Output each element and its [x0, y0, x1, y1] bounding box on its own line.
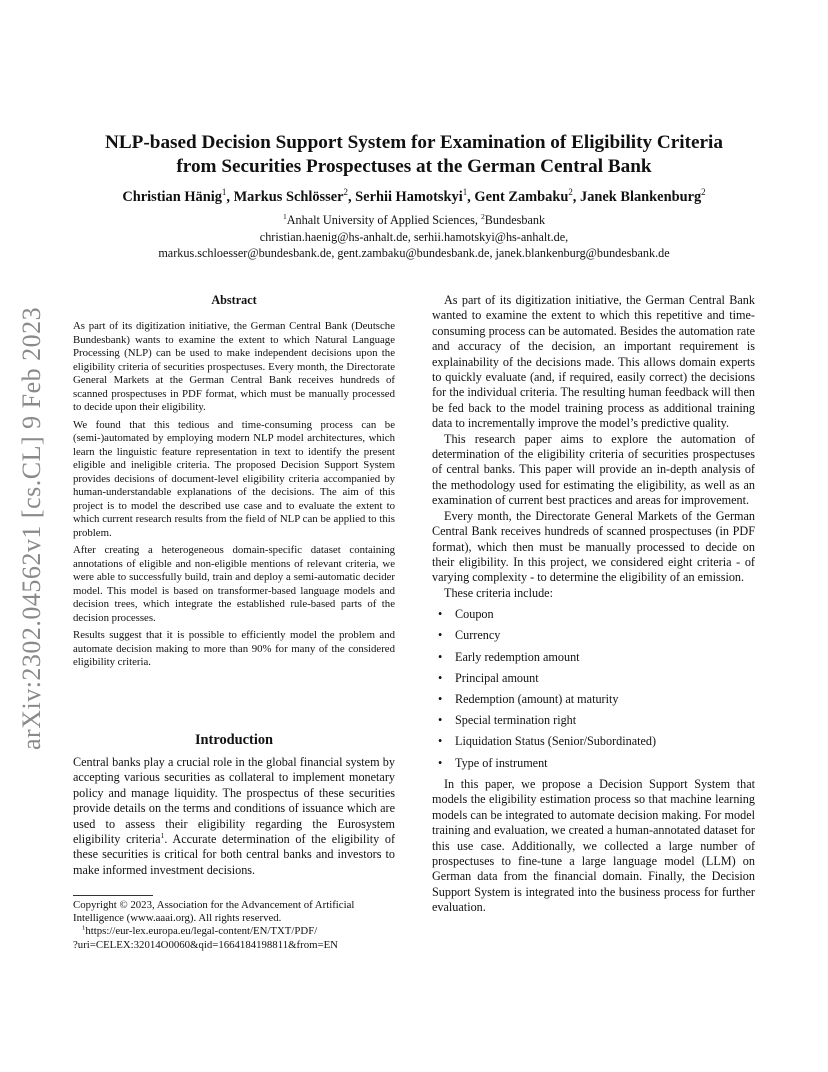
footnote-1 [73, 925, 395, 938]
abstract-paragraph: We found that this tedious and time-consuming process can be (semi-)automated by employing modern NLP model architectures, which learn the linguistic feature representation in text to identify the present eligible and ineligible criteria. The proposed Decision Support System provides decisions of document-level eligibility criteria accompanied by human-understandable explanations of the decisions. The aim of this project is to model the described use case and to evaluate the extent to which current research results from the field of NLP can be applied to this problem. [73, 418, 395, 539]
list-item: • Coupon [438, 607, 494, 622]
author-affiliation-marker: 2 [568, 187, 573, 198]
footnote-marker: 1 [160, 830, 165, 840]
abstract-paragraph: Results suggest that it is possible to efficiently model the problem and automate decision making to more than 90% for many of the considered eligibility criteria. [73, 629, 395, 668]
copyright-notice: Copyright © 2023, Association for the Advancement of Artificial Intelligence (www.aaai.org). All rights reserved. [73, 899, 355, 925]
right-column [432, 293, 755, 916]
author-list: Christian Hänig$^1$, Markus Schlösser$^2$, Serhii Hamotskyi$^1$, Gent Zambaku$^2$, Janek Blankenburg$^2$ [122, 187, 706, 205]
list-item: • Liquidation Status (Senior/Subordinated) [438, 734, 657, 749]
bullet-icon: • [438, 755, 443, 770]
list-item: • Early redemption amount [438, 649, 580, 664]
intro-text-part-1: Central banks play a crucial role in the global financial system by accepting various securities as collateral to implement monetary policy and manage liquidity. The prospectus of these securities provide details on the terms and conditions of issuance which are used to assess their eligibility regarding the Eurosystem eligibility criteria [73, 755, 395, 847]
author-name: Gent Zambaku [474, 189, 569, 205]
email-line-1: christian.haenig@hs-anhalt.de, serhii.hamotskyi@hs-anhalt.de, [259, 230, 569, 244]
introduction-body [73, 755, 395, 878]
author-affiliation-marker: 1 [221, 187, 227, 198]
body-paragraph: In this paper, we propose a Decision Support System that models the eligibility estimation process so that machine learning models can be integrated to automate decision making. For model training and evaluation, we created a human-annotated dataset for this use case. Additionally, we collected a large number of prospectuses to fine-tune a large language model (LLM) on German data from the financial domain. Finally, the Decision Support System is integrated into the business process for further evaluation. [432, 776, 755, 915]
author-affiliation-marker: 1 [462, 187, 468, 198]
author-name: Markus Schlösser [233, 189, 344, 205]
bullet-icon: • [438, 691, 443, 706]
introduction-heading: Introduction [194, 732, 274, 748]
footnote-1-continued: ?uri=CELEX:32014O0060&qid=1664184198811&from=EN [73, 938, 338, 951]
list-item: • Special termination right [438, 713, 577, 728]
list-item: • Currency [438, 628, 501, 643]
bullet-icon: • [438, 713, 443, 728]
footnote-1-url-part-1: https://eur-lex.europa.eu/legal-content/EN/TXT/PDF/ [85, 925, 318, 938]
affiliation-1: Anhalt University of Applied Sciences, [286, 213, 482, 227]
intro-text-part-2: . Accurate determination of the eligibility of these securities is critical for both central banks and investors to make informed investment decisions. [73, 832, 396, 877]
abstract-heading: Abstract [211, 293, 257, 307]
bullet-icon: • [438, 670, 443, 685]
author-affiliation-marker: 2 [701, 187, 706, 198]
list-item: • Principal amount [438, 670, 539, 685]
introduction-paragraph [73, 755, 395, 878]
list-item: • Type of instrument [438, 755, 548, 770]
criteria-list [432, 607, 755, 771]
abstract-paragraph: After creating a heterogeneous domain-specific dataset containing annotations of eligible and non-eligible mentions of relevant criteria, we were able to successfully build, train and deploy a semi-automatic decider model. This model is based on transformer-based language models and decision trees, which integrate the established rule-based parts of the decision processes. [73, 544, 395, 624]
arxiv-stamp: arXiv:2302.04562v1 [cs.CL] 9 Feb 2023 [17, 306, 46, 750]
author-name: Serhii Hamotskyi [355, 189, 463, 205]
title-line-1: NLP-based Decision Support System for Examination of Eligibility Criteria [105, 132, 723, 153]
affiliation-marker: 2 [481, 211, 485, 221]
body-paragraph: This research paper aims to explore the automation of determination of the eligibility criteria of securities prospectuses of central banks. This paper will provide an in-depth analysis of the methodology used for estimating the eligibility, as well as an examination of current best practices and areas for improvement. [432, 431, 755, 508]
affiliation-2: Bundesbank [484, 213, 546, 227]
footnotes [73, 899, 395, 952]
bullet-icon: • [438, 734, 443, 749]
body-paragraph: As part of its digitization initiative, the German Central Bank wanted to examine the extent to which this repetitive and time-consuming process can be automated. Besides the automation rate and accuracy of the decision, an important requirement is explainability of the decisions made. This allows domain experts to quickly evaluate (and, if required, easily correct) the decisions for the individual criteria. The resulting human feedback will then be fed back to the model training process as additional training data to incrementally improve the model’s predictive quality. [432, 293, 755, 431]
affiliation-marker: 1 [282, 211, 287, 221]
affiliations [40, 212, 788, 228]
title-line-2: from Securities Prospectuses at the German Central Bank [176, 156, 652, 177]
abstract-body [73, 320, 395, 670]
email-line-2: markus.schloesser@bundesbank.de, gent.zambaku@bundesbank.de, janek.blankenburg@bundesbank.de [158, 246, 670, 260]
bullet-icon: • [438, 628, 443, 643]
list-item: • Redemption (amount) at maturity [438, 691, 619, 706]
author-name: Christian Hänig [122, 189, 222, 205]
paper-title [60, 131, 768, 179]
footnote-number: 1 [82, 924, 86, 932]
author-affiliation-marker: 2 [343, 187, 348, 198]
footnote-divider [73, 895, 153, 896]
abstract-paragraph: As part of its digitization initiative, the German Central Bank (Deutsche Bundesbank) wants to examine the extent to which Natural Language Processing (NLP) can be used to make independent decisions upon the eligibility criteria of securities prospectuses. Every month, the Directorate General Markets at the German Central Bank receives hundreds of scanned prospectuses in PDF format, which must be manually processed to decide upon their eligibility. [73, 320, 395, 413]
criteria-intro: These criteria include: [444, 585, 553, 600]
author-name: Janek Blankenburg [580, 189, 702, 205]
body-paragraph: Every month, the Directorate General Markets of the German Central Bank receives hundreds of scanned prospectuses (in PDF format), which then must be manually processed to decide on their eligibility. In this project, we considered eight criteria - of varying complexity - to determine the eligibility of an emission. [432, 508, 755, 585]
bullet-icon: • [438, 649, 443, 664]
bullet-icon: • [438, 607, 443, 622]
